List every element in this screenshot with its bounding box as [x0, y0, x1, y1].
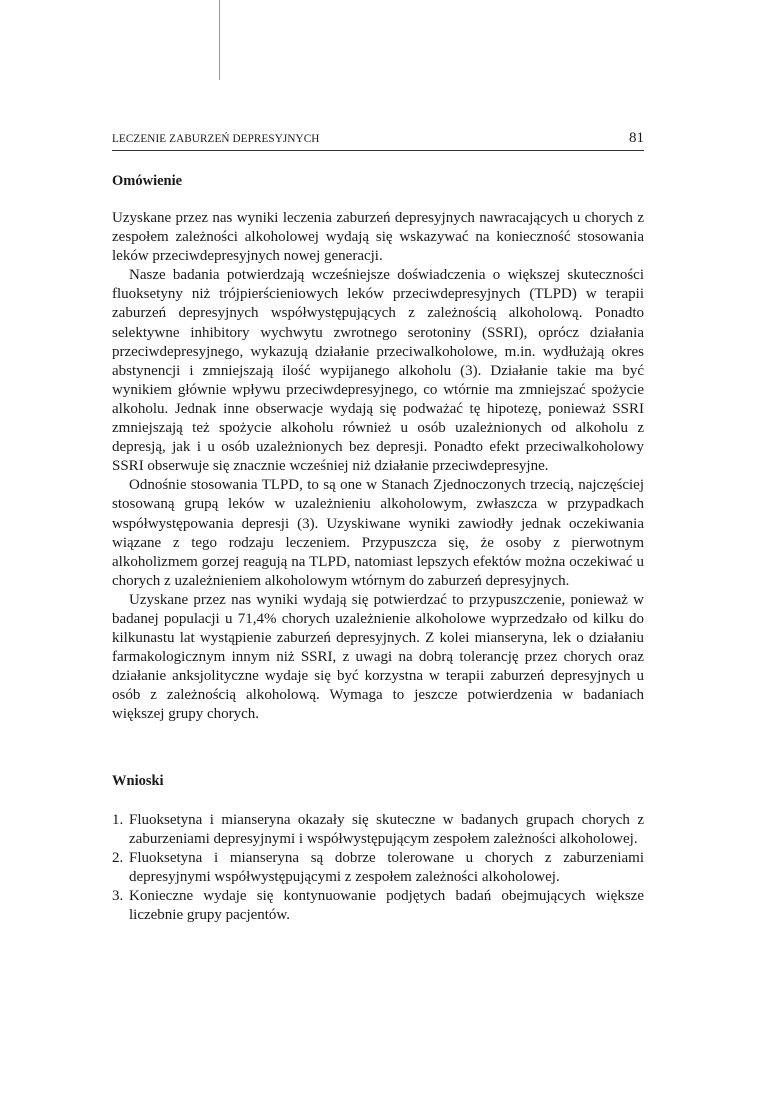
section-heading-conclusions: Wnioski	[112, 772, 164, 789]
conclusion-number: 2.	[112, 849, 124, 866]
page-content	[112, 172, 644, 925]
page-number: 81	[629, 130, 644, 146]
discussion-paragraph: Uzyskane przez nas wyniki leczenia zaburzeń depresyjnych nawracających u chorych z zespołem zależności alkoholowej wydają się wskazywać na konieczność stosowania leków przeciwdepresyjnych nowej generacji.	[112, 210, 644, 265]
conclusion-text: Konieczne wydaje się kontynuowanie podjętych badań obejmujących większe liczebnie grupy pacjentów.	[129, 887, 644, 923]
running-head	[112, 130, 644, 151]
running-title: LECZENIE ZABURZEŃ DEPRESYJNYCH	[112, 133, 320, 145]
discussion-paragraph: Odnośnie stosowania TLPD, to są one w Stanach Zjednoczonych trzecią, najczęściej stosowaną grupą leków w uzależnieniu alkoholowym, zwłaszcza w przypadkach współwystępowania depresji (3). Uzyskiwane wyniki zawiodły jednak oczekiwania wiązane z tego rodzaju leczeniem. Przypuszcza się, że osoby z pierwotnym alkoholizmem gorzej reagują na TLPD, natomiast lepszych efektów można oczekiwać u chorych z uzależnieniem alkoholowym wtórnym do zaburzeń depresyjnych.	[112, 477, 644, 589]
discussion-paragraph: Nasze badania potwierdzają wcześniejsze doświadczenia o większej skuteczności fluoksetyny niż trójpierścieniowych leków przeciwdepresyjnych (TLPD) w terapii zaburzeń depresyjnych współwystępujących z zależnością alkoholową. Ponadto selektywne inhibitory wychwytu zwrotnego serotoniny (SSRI), oprócz działania przeciwdepresyjnego, wykazują działanie przeciwalkoholowe, m.in. wydłużają okres abstynencji i zmniejszają ilość wypijanego alkoholu (3). Działanie takie ma być wynikiem głównie wpływu przeciwdepresyjnego, co wtórnie ma zmniejszać spożycie alkoholu. Jednak inne obserwacje wydają się podważać tę hipotezę, ponieważ SSRI zmniejszają też spożycie alkoholu również u osób uzależnionych od alkoholu z depresją, jak i u osób uzależnionych bez depresji. Ponadto efekt przeciwalkoholowy SSRI obserwuje się znacznie wcześniej niż działanie przeciwdepresyjne.	[112, 267, 644, 475]
conclusion-number: 3.	[112, 887, 124, 904]
gutter-line	[219, 0, 220, 80]
conclusions-list	[112, 811, 644, 926]
conclusion-item	[112, 887, 644, 925]
section-heading-discussion: Omówienie	[112, 173, 183, 189]
conclusion-item	[112, 849, 644, 887]
conclusion-text: Fluoksetyna i mianseryna okazały się skuteczne w badanych grupach chorych z zaburzeniami depresyjnymi i współwystępującym zespołem zależności alkoholowej.	[129, 811, 644, 847]
discussion-paragraph: Uzyskane przez nas wyniki wydają się potwierdzać to przypuszczenie, ponieważ w badanej populacji u 71,4% chorych uzależnienie alkoholowe wyprzedzało od kilku do kilkunastu lat wystąpienie zaburzeń depresyjnych. Z kolei mianseryna, lek o działaniu farmakologicznym innym niż SSRI, z uwagi na dobrą tolerancję przez chorych oraz działanie anksjolityczne wydaje się być korzystna w terapii zaburzeń depresyjnych u osób z zależnością alkoholową. Wymaga to jeszcze potwierdzenia w badaniach większej grupy chorych.	[112, 591, 644, 723]
conclusion-item	[112, 811, 644, 849]
conclusion-text: Fluoksetyna i mianseryna są dobrze tolerowane u chorych z zaburzeniami depresyjnymi współwystępującymi z zespołem zależności alkoholowej.	[129, 849, 644, 885]
conclusion-number: 1.	[112, 811, 124, 828]
